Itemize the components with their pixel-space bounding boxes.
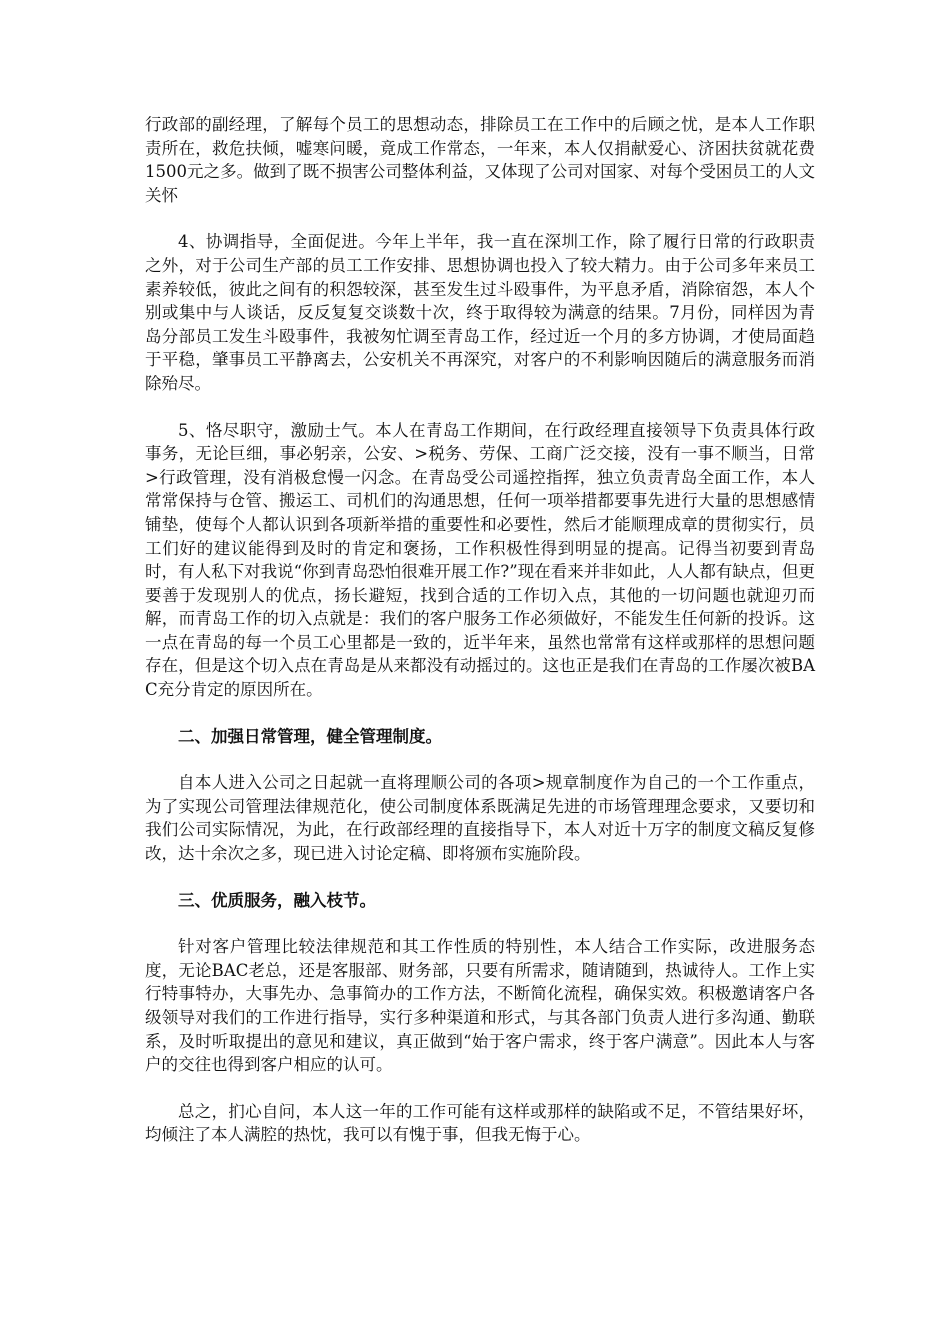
paragraph-customer-service: 针对客户管理比较法律规范和其工作性质的特别性，本人结合工作实际，改进服务态度，无论BAC老总，还是客服部、财务部，只要有所需求，随请随到，热诚待人。工作上实行特事特办，大事先办、急事简办的工作方法，不断简化流程，确保实效。积极邀请客户各级领导对我们的工作进行指导，实行多种渠道和形式，与其各部门负责人进行多沟通、勤联系，及时听取提出的意见和建议，真正做到“始于客户需求，终于客户满意”。因此本人与客户的交往也得到客户相应的认可。 (145, 937, 815, 1075)
document-page (145, 113, 815, 1170)
section-heading-service: 三、优质服务，融入枝节。 (178, 890, 376, 910)
paragraph-regulations: 自本人进入公司之日起就一直将理顺公司的各项>规章制度作为自己的一个工作重点，为了实现公司管理法律规范化，使公司制度体系既满足先进的市场管理理念要求，又要切和我们公司实际情况，为此，在行政部经理的直接指导下，本人对近十万字的制度文稿反复修改，达十余次之多，现已进入讨论定稿、即将颁布实施阶段。 (145, 773, 815, 864)
paragraph-staff-care: 行政部的副经理，了解每个员工的思想动态，排除员工在工作中的后顾之忧，是本人工作职责所在，救危扶倾，嘘寒问暖，竟成工作常态，一年来，本人仅捐献爱心、济困扶贫就花费1500元之多。做到了既不损害公司整体利益，又体现了公司对国家、对每个受困员工的人文关怀 (145, 115, 815, 205)
paragraph-dedication: 5、恪尽职守，激励士气。本人在青岛工作期间，在行政经理直接领导下负责具体行政事务，无论巨细，事必躬亲，公安、>税务、劳保、工商广泛交接，没有一事不顺当，日常>行政管理，没有消极怠慢一闪念。在青岛受公司遥控指挥，独立负责青岛全面工作，本人常常保持与仓管、搬运工、司机们的沟通思想，任何一项举措都要事先进行大量的思想感情铺垫，使每个人都认识到各项新举措的重要性和必要性，然后才能顺理成章的贯彻实行，员工们好的建议能得到及时的肯定和褒扬，工作积极性得到明显的提高。记得当初要到青岛时，有人私下对我说“你到青岛恐怕很难开展工作?”现在看来并非如此，人人都有缺点，但更要善于发现别人的优点，扬长避短，找到合适的工作切入点，其他的一切问题也就迎刃而解，而青岛工作的切入点就是：我们的客户服务工作必须做好，不能发生任何新的投诉。这一点在青岛的每一个员工心里都是一致的，近半年来，虽然也常常有这样或那样的思想问题存在，但是这个切入点在青岛是从来都没有动摇过的。这也正是我们在青岛的工作屡次被BAC充分肯定的原因所在。 (145, 420, 815, 700)
paragraph-coordination: 4、协调指导，全面促进。今年上半年，我一直在深圳工作，除了履行日常的行政职责之外，对于公司生产部的员工工作安排、思想协调也投入了较大精力。由于公司多年来员工素养较低，彼此之间有的积怨较深，甚至发生过斗殴事件，为平息矛盾，消除宿怨，本人个别或集中与人谈话，反反复复交谈数十次，终于取得较为满意的结果。7月份，同样因为青岛分部员工发生斗殴事件，我被匆忙调至青岛工作，经过近一个月的多方协调，才使局面趋于平稳，肇事员工平静离去，公安机关不再深究，对客户的不利影响因随后的满意服务而消除殆尽。 (145, 232, 815, 393)
paragraph-conclusion: 总之，扪心自问，本人这一年的工作可能有这样或那样的缺陷或不足，不管结果好坏，均倾注了本人满腔的热忱，我可以有愧于事，但我无悔于心。 (145, 1101, 815, 1145)
section-heading-management: 二、加强日常管理，健全管理制度。 (178, 726, 442, 746)
